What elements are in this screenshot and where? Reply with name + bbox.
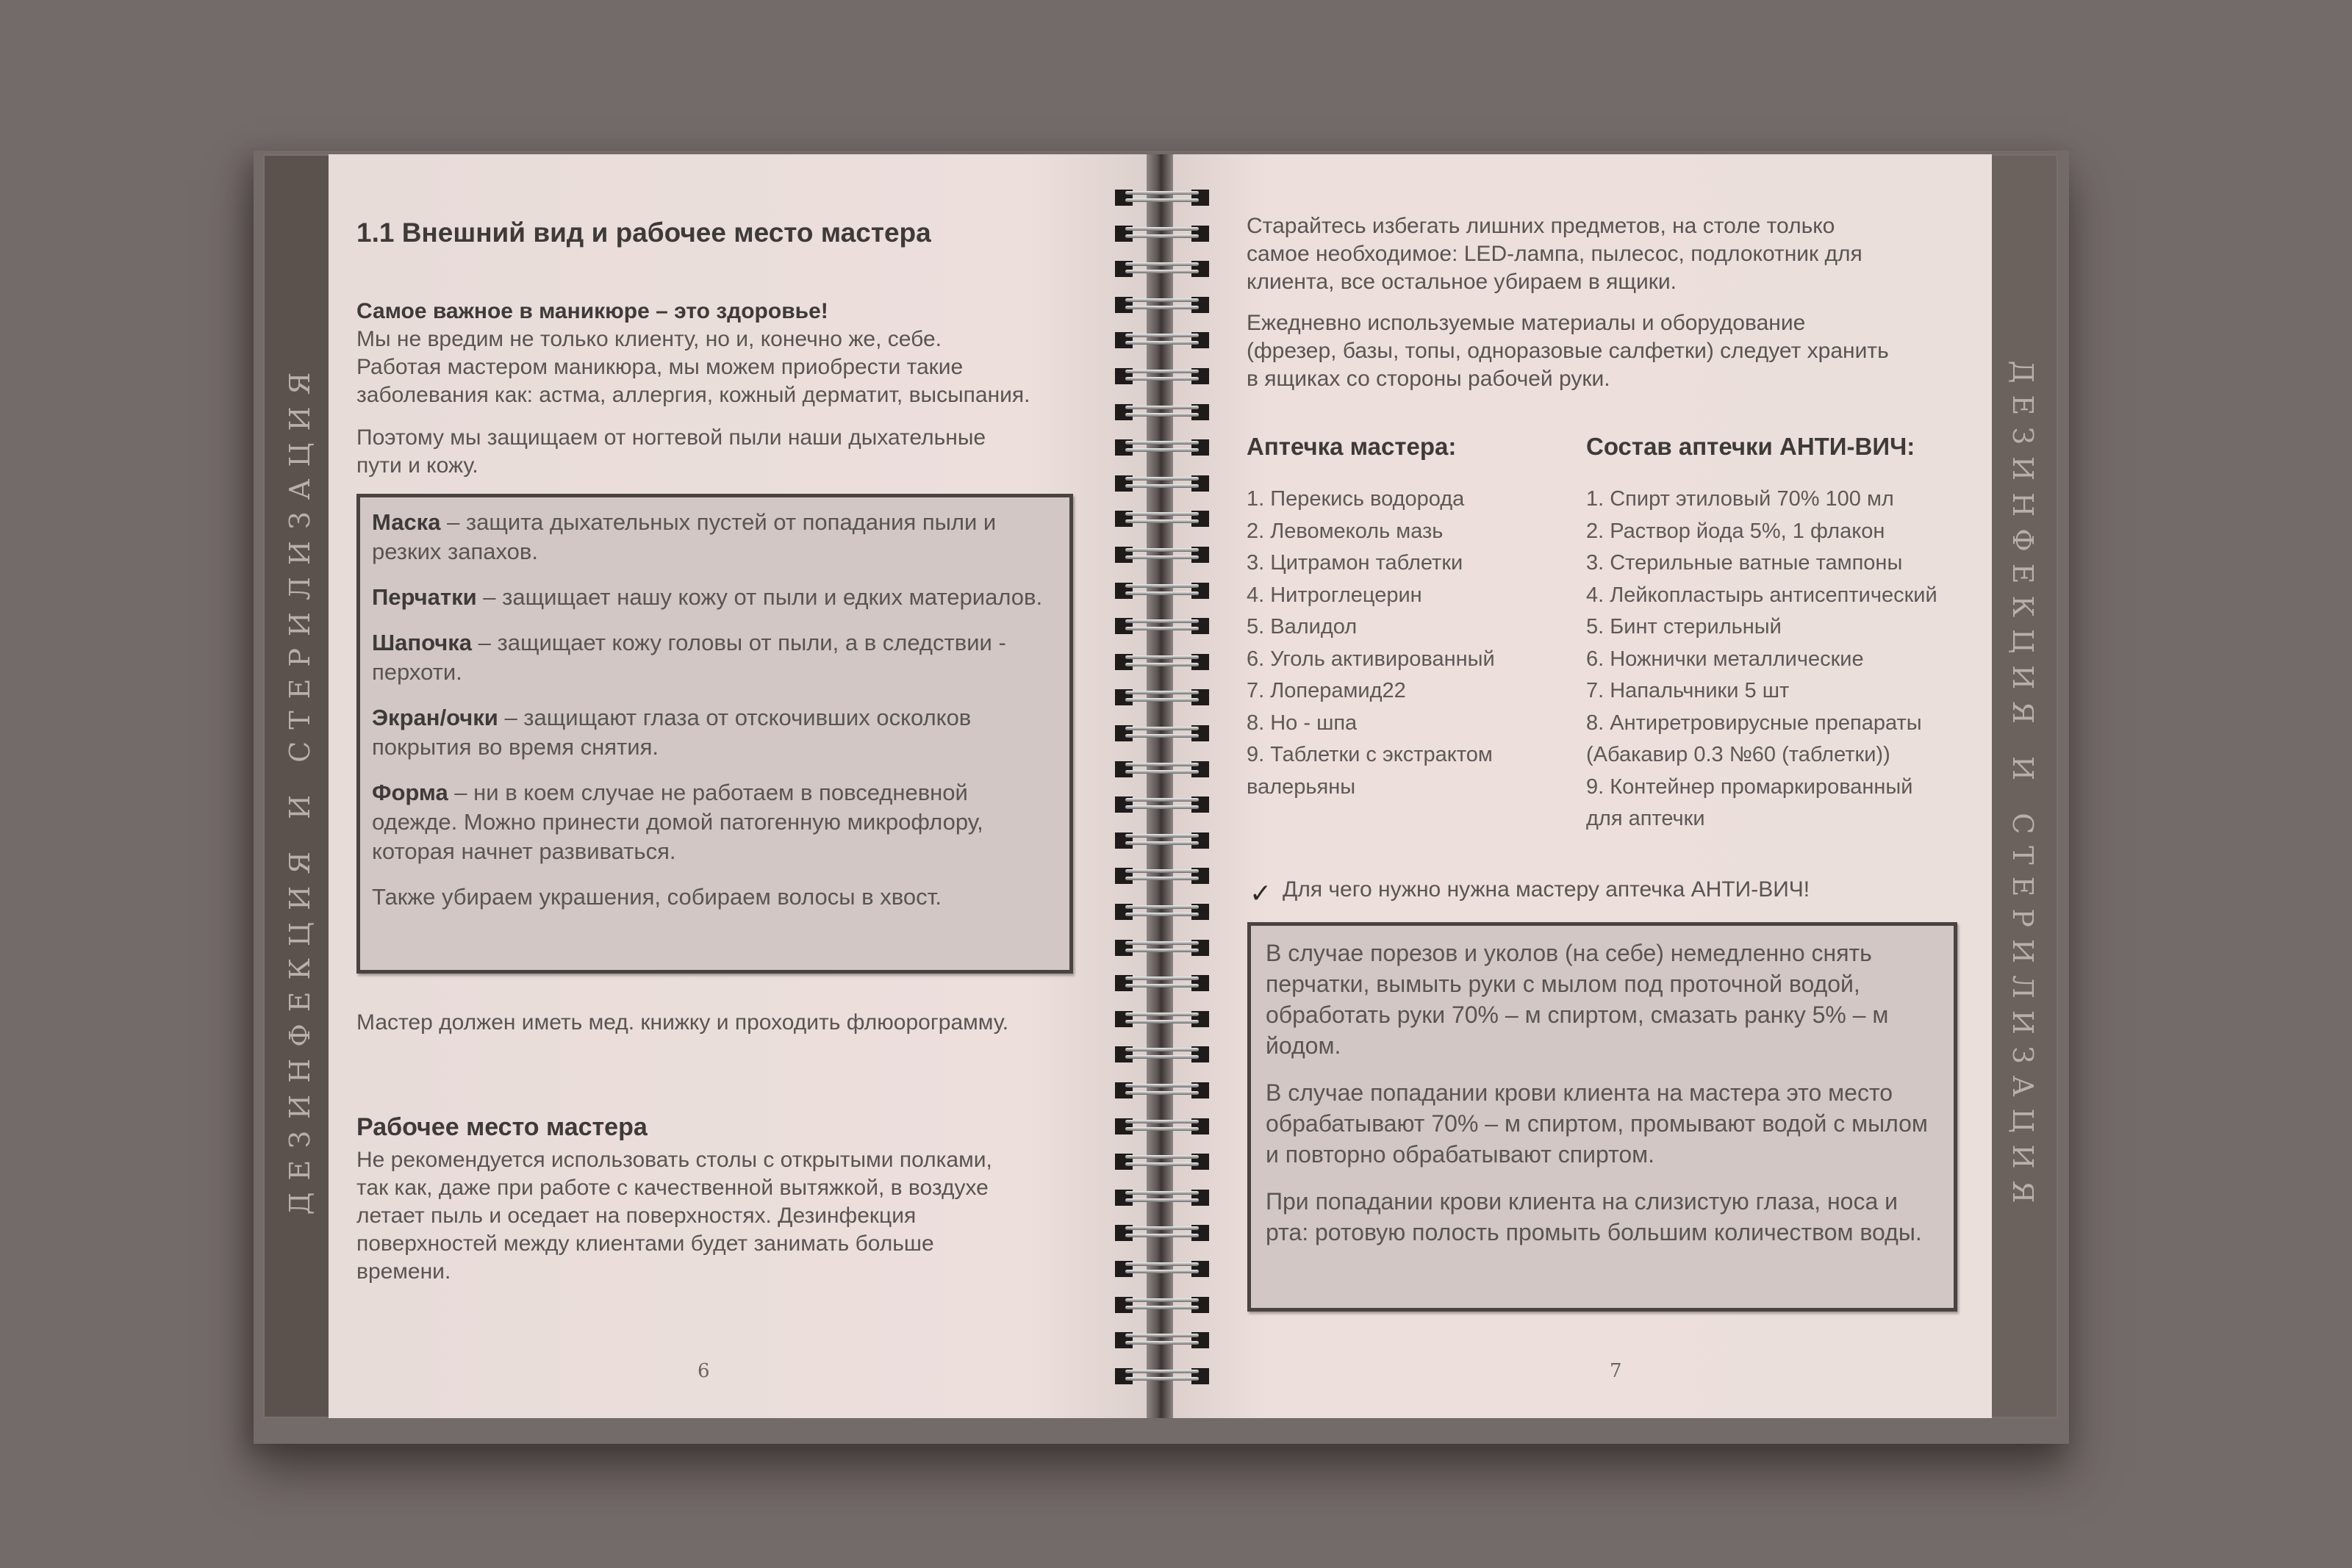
procedure-paragraph: При попадании крови клиента на слизистую глаза, носа и рта: ротовую полость промыть большим количеством воды. (1266, 1188, 1922, 1245)
spiral-ring (1115, 439, 1209, 456)
section-heading: 1.1 Внешний вид и рабочее место мастера (356, 217, 931, 248)
para-line: в ящиках со стороны рабочей руки. (1247, 367, 1610, 391)
list-item: 5. Валидол (1247, 615, 1358, 639)
intro-line: заболевания как: астма, аллергия, кожный дерматит, высыпания. (356, 383, 1030, 407)
workplace-line: поверхностей между клиентами будет занимать больше (356, 1231, 934, 1256)
check-note: Для чего нужно нужна мастеру аптечка АНТИ-ВИЧ! (1283, 877, 1810, 902)
spiral-ring (1115, 1046, 1209, 1062)
para-line: самое необходимое: LED-лампа, пылесос, подлокотник для (1247, 242, 1862, 266)
spiral-ring (1115, 368, 1209, 384)
list-item: 9. Таблетки с экстрактом (1247, 743, 1493, 766)
gear-term: Перчатки (372, 584, 477, 610)
spiral-ring (1115, 297, 1209, 313)
list-item: 7. Напальчники 5 шт (1586, 679, 1790, 702)
protective-gear-box (356, 494, 1073, 974)
spiral-ring (1115, 261, 1209, 277)
list-item: 1. Спирт этиловый 70% 100 мл (1586, 487, 1894, 511)
spiral-ring (1115, 1190, 1209, 1206)
protection-line: Поэтому мы защищаем от ногтевой пыли наши дыхательные (356, 425, 986, 450)
list-item: 5. Бинт стерильный (1586, 615, 1782, 639)
gear-desc: – защищает нашу кожу от пыли и едких материалов. (476, 584, 1043, 610)
gear-item (372, 508, 1058, 567)
list-item: 8. Но - шпа (1247, 711, 1358, 735)
spiral-ring (1115, 832, 1209, 849)
spiral-ring (1115, 1261, 1209, 1277)
list-item: 8. Антиретровирусные препараты (1586, 711, 1922, 735)
spiral-ring (1115, 511, 1209, 527)
spiral-ring (1115, 940, 1209, 956)
spiral-ring (1115, 1368, 1209, 1384)
storage-paragraph (1247, 309, 1967, 393)
gear-item (372, 583, 1058, 612)
list-item: валерьяны (1247, 774, 1356, 799)
box-footer: Также убираем украшения, собираем волосы в хвост. (372, 884, 942, 910)
protection-line: пути и кожу. (356, 453, 478, 478)
spiral-ring (1115, 618, 1209, 634)
gear-term: Форма (372, 780, 448, 805)
spiral-ring (1115, 404, 1209, 420)
spiral-ring (1115, 1011, 1209, 1027)
spiral-ring (1115, 689, 1209, 705)
spiral-ring (1115, 226, 1209, 242)
workplace-line: так как, даже при работе с качественной вытяжкой, в воздухе (356, 1176, 989, 1200)
spiral-ring (1115, 761, 1209, 777)
gear-item (372, 703, 1058, 762)
intro-block (356, 298, 1091, 409)
list-item: для аптечки (1586, 807, 1705, 830)
list-item: 2. Раствор йода 5%, 1 флакон (1586, 519, 1885, 543)
list-item: 3. Цитрамон таблетки (1247, 551, 1463, 575)
gear-item (372, 628, 1058, 687)
spiral-ring (1115, 654, 1209, 670)
right-spine-title: ДЕЗИНФЕКЦИЯ И СТЕРИЛИЗАЦИЯ (2007, 360, 2039, 1215)
list-item: 7. Лоперамид22 (1247, 679, 1406, 702)
left-spine-title: ДЕЗИНФЕКЦИЯ И СТЕРИЛИЗАЦИЯ (284, 360, 316, 1215)
list-item: 9. Контейнер промаркированный (1586, 774, 1913, 799)
para-line: (фрезер, базы, топы, одноразовые салфетки) следует хранить (1247, 339, 1889, 363)
workplace-line: летает пыль и оседает на поверхностях. Дезинфекция (356, 1204, 917, 1228)
spiral-ring (1115, 975, 1209, 991)
spiral-ring (1115, 868, 1209, 884)
gear-desc: – защита дыхательных пустей от попадания пыли и резких запахов. (372, 509, 997, 564)
page-number-right: 7 (1610, 1360, 1622, 1382)
intro-line: Мы не вредим не только клиенту, но и, конечно же, себе. (356, 327, 942, 351)
gear-term: Маска (372, 509, 441, 535)
emergency-procedures-box (1247, 922, 1957, 1312)
spiral-ring (1115, 1332, 1209, 1348)
spiral-ring (1115, 1225, 1209, 1241)
para-line: Ежедневно используемые материалы и оборудование (1247, 311, 1806, 335)
workplace-heading: Рабочее место мастера (356, 1113, 648, 1141)
spiral-ring (1115, 796, 1209, 813)
intro-paragraph-right (1247, 212, 1967, 296)
workplace-line: времени. (356, 1259, 451, 1284)
para-line: Старайтесь избегать лишних предметов, на столе только (1247, 214, 1835, 238)
list-item: 4. Нитроглецерин (1247, 583, 1422, 607)
spiral-ring (1115, 475, 1209, 492)
list-item: 4. Лейкопластырь антисептический (1586, 583, 1937, 607)
list-item: 1. Перекись водорода (1247, 487, 1465, 511)
spiral-ring (1115, 332, 1209, 348)
workplace-line: Не рекомендуется использовать столы с открытыми полками, (356, 1148, 992, 1172)
gear-desc: – защищает кожу головы от пыли, а в следствии - перхоти. (372, 630, 1006, 685)
spiral-ring (1115, 1154, 1209, 1170)
first-aid-kit-heading: Аптечка мастера: (1247, 433, 1457, 460)
gear-item (372, 778, 1058, 866)
checkmark-icon: ✓ (1250, 878, 1272, 908)
spiral-ring (1115, 725, 1209, 741)
protection-paragraph (356, 424, 1091, 480)
procedure-paragraph: В случае порезов и уколов (на себе) немедленно снять перчатки, вымыть руки с мылом под проточной водой, обработать руки 70% – м спиртом, смазать ранку 5% – м йодом. (1266, 940, 1889, 1059)
spiral-ring (1115, 190, 1209, 206)
spiral-ring (1115, 1082, 1209, 1098)
procedure-paragraph: В случае попадании крови клиента на мастера это место обрабатывают 70% – м спиртом, промывают водой с мылом и повторно обрабатывают спиртом. (1266, 1079, 1928, 1168)
anti-hiv-kit-heading: Состав аптечки АНТИ-ВИЧ: (1586, 433, 1915, 460)
spiral-ring (1115, 583, 1209, 599)
intro-bold: Самое важное в маникюре – это здоровье! (356, 299, 828, 323)
page-number-left: 6 (698, 1360, 710, 1382)
workplace-paragraph (356, 1146, 1091, 1286)
list-item: 2. Левомеколь мазь (1247, 519, 1444, 543)
gear-desc: – защищают глаза от отскочивших осколков покрытия во время снятия. (372, 705, 972, 760)
spiral-ring (1115, 547, 1209, 563)
first-aid-kit-list (1247, 483, 1495, 803)
list-item: 6. Ножнички металлические (1586, 647, 1864, 671)
spiral-ring (1115, 1297, 1209, 1313)
anti-hiv-kit-list (1586, 483, 1937, 835)
gear-term: Шапочка (372, 630, 473, 655)
list-item: (Абакавир 0.3 №60 (таблетки)) (1586, 743, 1890, 766)
list-item: 3. Стерильные ватные тампоны (1586, 551, 1903, 575)
med-book-note: Мастер должен иметь мед. книжку и проходить флюорограмму. (356, 1010, 1009, 1035)
spiral-ring (1115, 1118, 1209, 1134)
gear-desc: – ни в коем случае не работаем в повседневной одежде. Можно принести домой патогенную микрофлору, которая начнет развиваться. (372, 780, 983, 864)
intro-line: Работая мастером маникюра, мы можем приобрести такие (356, 355, 964, 379)
para-line: клиента, все остальное убираем в ящики. (1247, 270, 1677, 294)
spiral-ring (1115, 904, 1209, 920)
list-item: 6. Уголь активированный (1247, 647, 1495, 671)
gear-term: Экран/очки (372, 705, 498, 730)
